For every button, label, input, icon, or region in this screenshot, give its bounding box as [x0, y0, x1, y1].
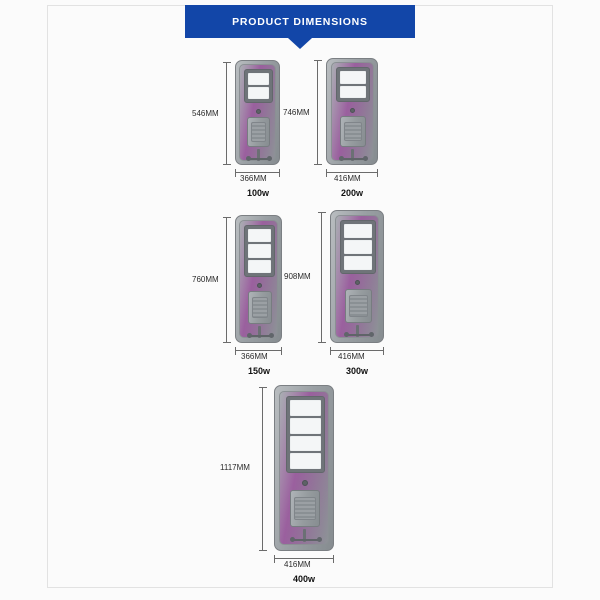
height-label-400w: 1117MM — [220, 463, 250, 472]
led-row — [290, 418, 321, 434]
height-label-200w: 746MM — [283, 108, 310, 117]
width-dimension-line-300w — [330, 350, 384, 351]
lower-body-300w — [345, 289, 372, 323]
bracket-bar-200w — [341, 158, 365, 160]
led-panel-150w — [244, 225, 275, 277]
width-dimension-line-200w — [326, 172, 378, 173]
lower-body-100w — [247, 117, 270, 147]
model-label-150w: 150w — [247, 366, 271, 376]
led-panel-100w — [244, 69, 273, 103]
width-dimension-line-400w — [274, 558, 334, 559]
height-dimension-line-150w — [226, 217, 227, 343]
header-banner — [185, 5, 415, 38]
bracket-knob-left-300w — [344, 332, 349, 337]
led-row — [290, 453, 321, 469]
product-150w — [192, 215, 296, 376]
led-row — [344, 224, 372, 238]
model-label-200w: 200w — [340, 188, 364, 198]
lower-grid — [251, 122, 267, 141]
led-row — [290, 400, 321, 416]
bracket-knob-right-300w — [369, 332, 374, 337]
lower-grid — [294, 497, 315, 521]
width-dimension-line-100w — [235, 172, 280, 173]
height-dimension-line-400w — [262, 387, 263, 551]
width-label-100w: 366MM — [240, 174, 267, 183]
sensor-icon-300w — [355, 280, 360, 285]
product-200w — [283, 58, 396, 198]
lamp-body-300w — [330, 210, 384, 343]
height-dimension-line-300w — [321, 212, 322, 343]
sensor-icon-400w — [302, 480, 308, 486]
bracket-knob-right-150w — [269, 333, 274, 338]
led-row — [344, 240, 372, 254]
lamp-body-200w — [326, 58, 378, 165]
lower-grid — [252, 297, 269, 318]
lower-body-400w — [290, 490, 320, 527]
led-row — [248, 73, 269, 85]
led-panel-400w — [286, 396, 325, 473]
lamp-body-150w — [235, 215, 282, 343]
lower-grid — [349, 295, 368, 317]
led-row — [340, 86, 366, 99]
led-row — [248, 260, 271, 273]
led-panel-200w — [336, 67, 370, 102]
lower-grid — [344, 122, 362, 142]
led-row — [290, 436, 321, 452]
height-dimension-line-200w — [317, 60, 318, 165]
height-label-300w: 908MM — [284, 272, 311, 281]
bracket-knob-right-200w — [363, 156, 368, 161]
led-row — [248, 229, 271, 242]
sensor-icon-150w — [257, 283, 262, 288]
page-title: PRODUCT DIMENSIONS — [232, 15, 368, 28]
bracket-knob-left-200w — [339, 156, 344, 161]
bracket-knob-right-400w — [317, 537, 322, 542]
model-label-400w: 400w — [292, 574, 316, 584]
height-label-150w: 760MM — [192, 275, 219, 284]
height-dimension-line-100w — [226, 62, 227, 165]
led-row — [340, 71, 366, 84]
lower-body-150w — [248, 291, 272, 324]
model-label-100w: 100w — [246, 188, 270, 198]
bracket-knob-left-100w — [246, 156, 251, 161]
bracket-knob-left-150w — [247, 333, 252, 338]
bracket-bar-150w — [249, 335, 271, 337]
led-row — [248, 244, 271, 257]
led-panel-300w — [340, 220, 376, 274]
bracket-bar-100w — [248, 158, 269, 160]
product-300w — [286, 210, 396, 375]
lamp-body-100w — [235, 60, 280, 165]
product-100w — [192, 60, 300, 198]
width-label-200w: 416MM — [334, 174, 361, 183]
model-label-300w: 300w — [345, 366, 369, 376]
sensor-icon-100w — [256, 109, 261, 114]
lamp-body-400w — [274, 385, 334, 551]
bracket-bar-300w — [346, 334, 371, 336]
height-label-100w: 546MM — [192, 109, 219, 118]
led-row — [344, 256, 372, 270]
width-label-150w: 366MM — [241, 352, 268, 361]
width-label-300w: 416MM — [338, 352, 365, 361]
product-400w — [216, 385, 351, 585]
width-dimension-line-150w — [235, 350, 282, 351]
bracket-knob-left-400w — [290, 537, 295, 542]
width-label-400w: 416MM — [284, 560, 311, 569]
sensor-icon-200w — [350, 108, 355, 113]
bracket-knob-right-100w — [267, 156, 272, 161]
lower-body-200w — [340, 116, 366, 147]
banner-arrow-icon — [288, 38, 312, 49]
led-row — [248, 87, 269, 99]
bracket-bar-400w — [292, 539, 319, 541]
